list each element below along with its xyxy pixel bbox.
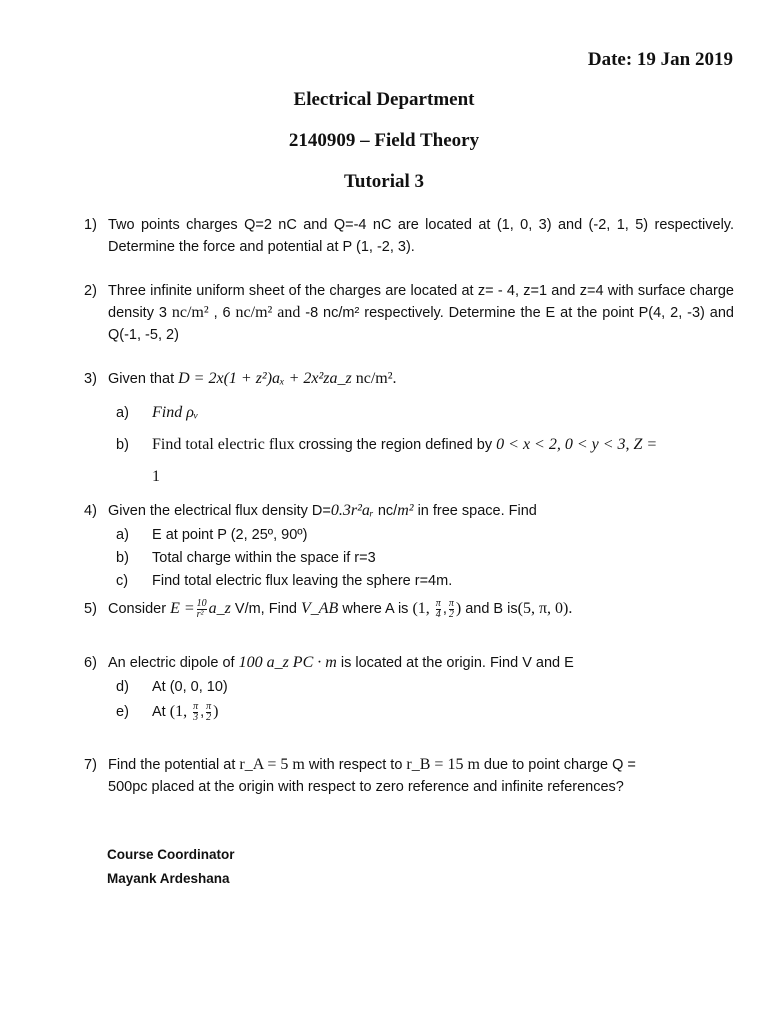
question-text: Given that D = 2x(1 + z²)aₓ + 2x²za_z nc/m².: [108, 370, 397, 387]
question-4: [84, 500, 734, 522]
question-3a: a) Find ρᵥ: [116, 404, 199, 421]
question-6: [84, 652, 734, 674]
question-number: 3): [84, 371, 97, 387]
question-6e: e) At (1, $\frac{\pi}{3}$ , $\frac{\pi}{2}$ ): [116, 700, 219, 723]
question-number: 6): [84, 655, 97, 671]
question-number: 4): [84, 503, 97, 519]
question-3: [84, 368, 734, 390]
question-text: Find the potential at r_A = 5 m with respect to r_B = 15 m due to point charge Q = 500pc placed at the origin with respect to zero reference and infinite references?: [108, 756, 636, 795]
tutorial-heading: Tutorial 3: [343, 171, 425, 192]
question-text: Two points charges Q=2 nC and Q=-4 nC are located at (1, 0, 3) and (-2, 1, 5) respectively. Determine the force and potential at P (1, -2, 3).: [108, 217, 734, 255]
coordinator-role: Course Coordinator: [107, 847, 235, 862]
question-text: Given the electrical flux density D=0.3r²aᵣ nc/m² in free space. Find: [108, 502, 537, 519]
date-line: Date: 19 Jan 2019: [587, 49, 733, 70]
question-number: 2): [84, 283, 97, 299]
question-3b-continued: 1: [152, 468, 160, 485]
question-number: 7): [84, 757, 97, 773]
question-4b: b) Total charge within the space if r=3: [116, 550, 376, 566]
question-1: [84, 214, 734, 258]
question-7: [84, 754, 734, 798]
d-equation: D = 2x(1 + z²)aₓ + 2x²za_z: [178, 370, 352, 387]
question-4c: c) Find total electric flux leaving the sphere r=4m.: [116, 573, 453, 589]
question-number: 5): [84, 601, 97, 617]
question-text: Consider E = $\frac{10}{\text{r²}}$ a_z V/m, Find V_AB where A is (1, $\frac{\pi}{4}$ , $\frac{\pi}{2}$ ) and B is(5, π, 0).: [108, 597, 573, 620]
coordinator-name: Mayank Ardeshana: [107, 871, 230, 886]
question-3b: b) Find total electric flux crossing the region defined by 0 < x < 2, 0 < y < 3, Z =: [116, 436, 658, 453]
question-6d: d) At (0, 0, 10): [116, 679, 228, 695]
course-heading: 2140909 – Field Theory: [288, 130, 480, 151]
question-number: 1): [84, 217, 97, 233]
question-5: [84, 598, 734, 620]
question-2: [84, 280, 734, 346]
department-heading: Electrical Department: [293, 89, 475, 110]
question-4a: a) E at point P (2, 25º, 90º): [116, 527, 308, 543]
question-text: Three infinite uniform sheet of the charges are located at z= - 4, z=1 and z=4 with surface charge density 3 nc/m² , 6 nc/m² and -8 nc/m² respectively. Determine the E at the point P(4, 2, -3) and Q(-1, -5, 2): [108, 283, 734, 343]
question-text: An electric dipole of 100 a_z PC · m is located at the origin. Find V and E: [108, 654, 574, 671]
